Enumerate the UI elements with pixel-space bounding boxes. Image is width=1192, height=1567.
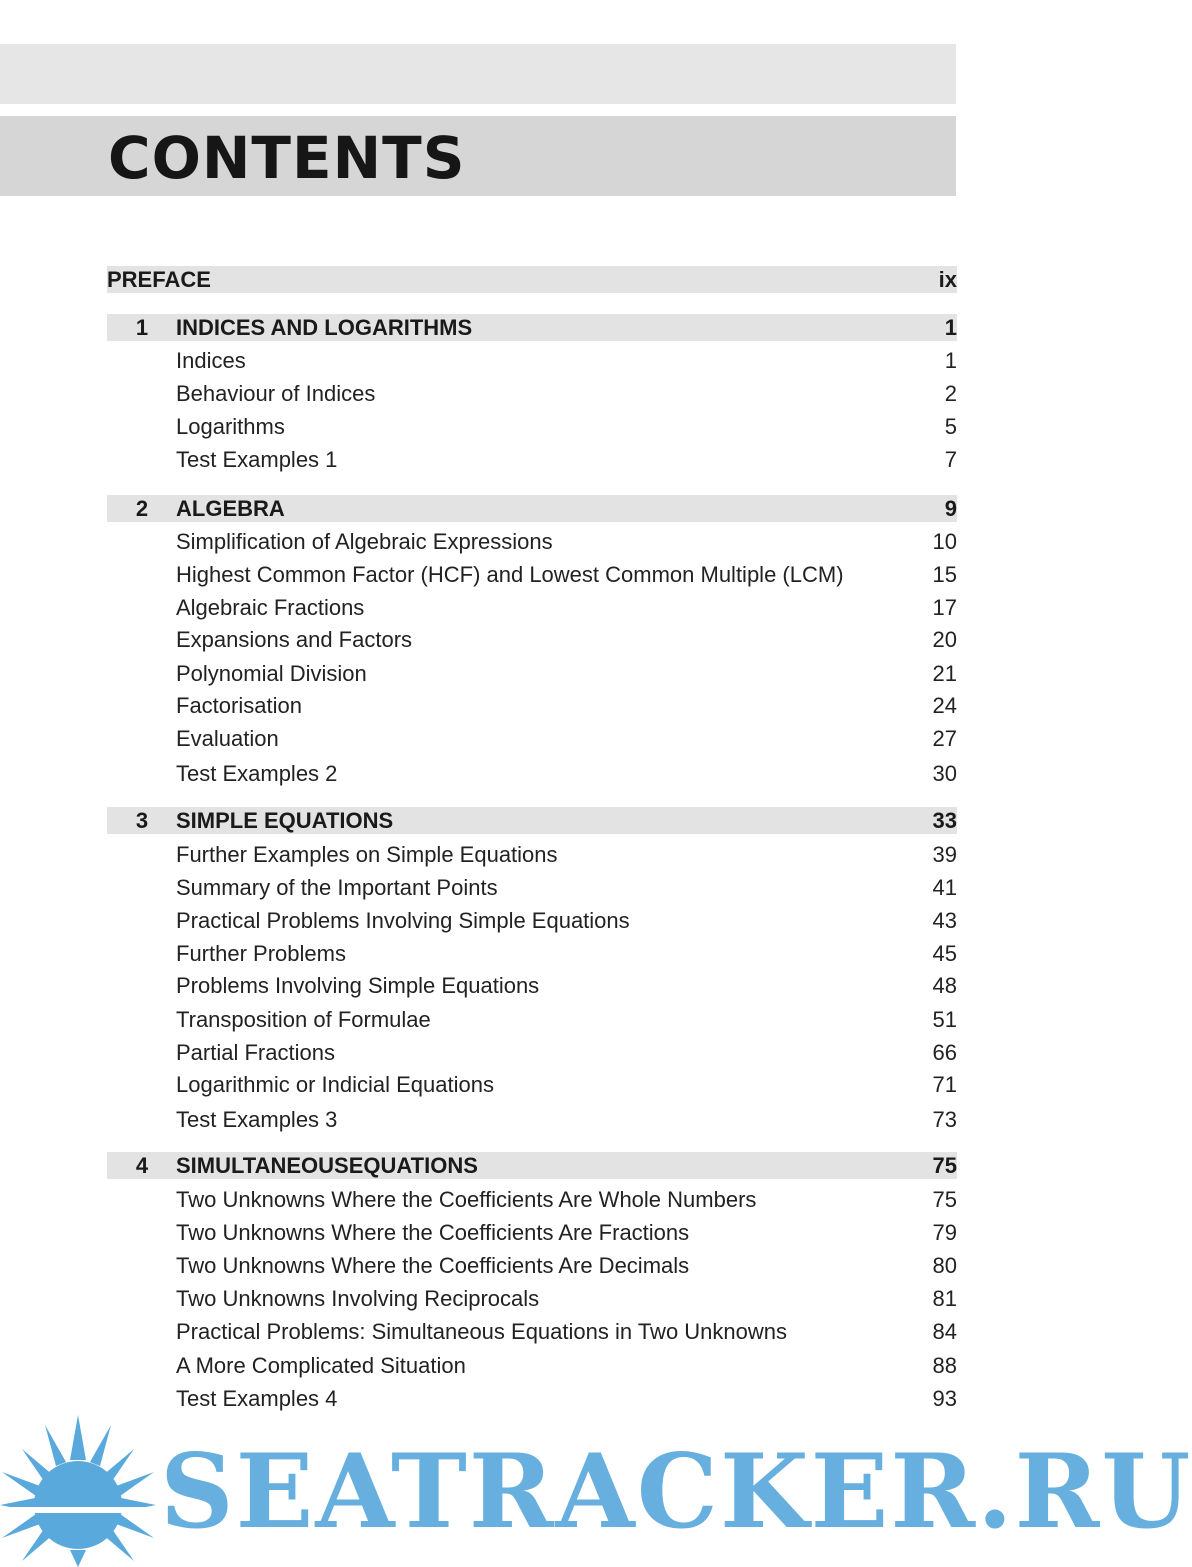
toc-section-row[interactable]: [107, 528, 957, 555]
section-page: 30: [932, 761, 957, 786]
toc-section-row[interactable]: [107, 1352, 957, 1379]
section-title: Factorisation: [176, 693, 302, 718]
section-title: Algebraic Fractions: [176, 595, 365, 620]
section-page: 79: [932, 1220, 957, 1245]
chapter-title: INDICES AND LOGARITHMS: [176, 315, 473, 340]
toc-section-row[interactable]: [107, 413, 957, 440]
chapter-page: 1: [944, 315, 957, 340]
toc-preface-row[interactable]: [107, 266, 957, 293]
toc-section-row[interactable]: [107, 1186, 957, 1213]
chapter-page: 75: [932, 1153, 957, 1178]
section-page: 75: [932, 1187, 957, 1212]
section-title: Highest Common Factor (HCF) and Lowest Common Multiple (LCM): [176, 562, 844, 587]
toc-section-row[interactable]: [107, 1318, 957, 1345]
toc-section-row[interactable]: [107, 1071, 957, 1098]
toc-chapter-row[interactable]: [107, 807, 957, 834]
toc-section-row[interactable]: [107, 940, 957, 967]
section-page: 93: [932, 1386, 957, 1411]
toc-section-row[interactable]: [107, 1385, 957, 1412]
section-page: 17: [932, 595, 957, 620]
section-page: 66: [932, 1040, 957, 1065]
toc-section-row[interactable]: [107, 1106, 957, 1133]
section-title: Test Examples 1: [176, 447, 338, 472]
toc-section-row[interactable]: [107, 874, 957, 901]
section-title: Two Unknowns Involving Reciprocals: [176, 1286, 540, 1311]
toc-chapter-row[interactable]: [107, 495, 957, 522]
chapter-number: 3: [135, 808, 149, 833]
toc-chapter-row[interactable]: [107, 314, 957, 341]
toc-section-row[interactable]: [107, 561, 957, 588]
chapter-page: 33: [932, 808, 957, 833]
section-title: Logarithms: [176, 414, 285, 439]
section-page: 41: [932, 875, 957, 900]
chapter-number: 1: [135, 315, 149, 340]
section-page: 71: [932, 1072, 957, 1097]
section-page: 1: [944, 348, 957, 373]
chapter-title: SIMPLE EQUATIONS: [176, 808, 394, 833]
section-title: Logarithmic or Indicial Equations: [176, 1072, 494, 1097]
chapter-title: ALGEBRA: [176, 496, 285, 521]
toc-section-row[interactable]: [107, 972, 957, 999]
toc-chapter-row[interactable]: [107, 1152, 957, 1179]
toc-section-row[interactable]: [107, 660, 957, 687]
section-page: 15: [932, 562, 957, 587]
section-title: Two Unknowns Where the Coefficients Are Decimals: [176, 1253, 690, 1278]
section-page: 73: [932, 1107, 957, 1132]
toc-section-row[interactable]: [107, 380, 957, 407]
toc-section-row[interactable]: [107, 594, 957, 621]
section-title: Practical Problems Involving Simple Equations: [176, 908, 630, 933]
sun-icon: [0, 1415, 156, 1567]
section-title: Two Unknowns Where the Coefficients Are Whole Numbers: [176, 1187, 757, 1212]
section-page: 80: [932, 1253, 957, 1278]
toc-section-row[interactable]: [107, 1252, 957, 1279]
section-page: 21: [932, 661, 957, 686]
section-page: 81: [932, 1286, 957, 1311]
section-page: 10: [932, 529, 957, 554]
section-title: Summary of the Important Points: [176, 875, 498, 900]
section-page: 88: [932, 1353, 957, 1378]
section-title: Test Examples 3: [176, 1107, 338, 1132]
chapter-page: 9: [944, 496, 957, 521]
section-title: Partial Fractions: [176, 1040, 335, 1065]
header-band-top: [0, 44, 956, 104]
toc-preface-title: PREFACE: [107, 267, 211, 292]
section-page: 84: [932, 1319, 957, 1344]
section-page: 7: [944, 447, 957, 472]
section-title: Test Examples 2: [176, 761, 338, 786]
section-page: 20: [932, 627, 957, 652]
section-title: Evaluation: [176, 726, 279, 751]
toc-section-row[interactable]: [107, 841, 957, 868]
section-title: Problems Involving Simple Equations: [176, 973, 540, 998]
section-page: 2: [944, 381, 957, 406]
section-page: 43: [932, 908, 957, 933]
page-title: CONTENTS: [108, 124, 466, 192]
toc-section-row[interactable]: [107, 1285, 957, 1312]
section-title: Expansions and Factors: [176, 627, 413, 652]
chapter-number: 4: [135, 1153, 149, 1178]
toc-section-row[interactable]: [107, 1039, 957, 1066]
toc-section-row[interactable]: [107, 760, 957, 787]
watermark-text: SEATRACKER.RU: [160, 1432, 1192, 1552]
toc-preface-page: ix: [938, 267, 957, 292]
section-title: Practical Problems: Simultaneous Equations in Two Unknowns: [176, 1319, 788, 1344]
sun-horizon-line: [0, 1507, 160, 1513]
toc-section-row[interactable]: [107, 692, 957, 719]
section-title: Further Problems: [176, 941, 346, 966]
section-page: 27: [932, 726, 957, 751]
toc-section-row[interactable]: [107, 626, 957, 653]
section-page: 39: [932, 842, 957, 867]
section-title: Test Examples 4: [176, 1386, 338, 1411]
toc-section-row[interactable]: [107, 347, 957, 374]
section-title: A More Complicated Situation: [176, 1353, 466, 1378]
section-title: Further Examples on Simple Equations: [176, 842, 558, 867]
section-page: 5: [944, 414, 957, 439]
section-title: Transposition of Formulae: [176, 1007, 431, 1032]
section-title: Two Unknowns Where the Coefficients Are Fractions: [176, 1220, 690, 1245]
section-page: 48: [932, 973, 957, 998]
toc-section-row[interactable]: [107, 446, 957, 473]
section-title: Polynomial Division: [176, 661, 367, 686]
section-title: Behaviour of Indices: [176, 381, 376, 406]
section-page: 24: [932, 693, 957, 718]
section-title: Simplification of Algebraic Expressions: [176, 529, 553, 554]
toc-section-row[interactable]: [107, 907, 957, 934]
section-page: 51: [932, 1007, 957, 1032]
section-page: 45: [932, 941, 957, 966]
toc-section-row[interactable]: [107, 1006, 957, 1033]
toc-section-row[interactable]: [107, 1219, 957, 1246]
section-title: Indices: [176, 348, 246, 373]
chapter-title: SIMULTANEOUSEQUATIONS: [176, 1153, 478, 1178]
toc-section-row[interactable]: [107, 725, 957, 752]
chapter-number: 2: [135, 496, 149, 521]
